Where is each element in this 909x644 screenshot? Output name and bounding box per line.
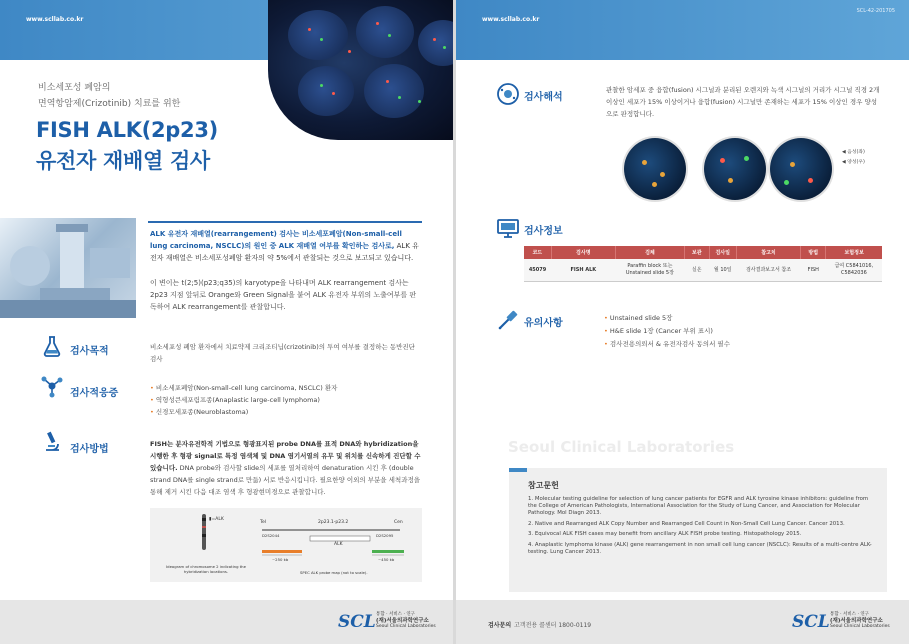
pipette-icon (496, 308, 520, 332)
positive-cell-image-1 (704, 138, 766, 200)
indication-title: 검사적응증 (70, 388, 119, 399)
watermark: Seoul Clinical Laboratories (508, 438, 735, 456)
intro-highlight: ALK 유전자 재배열(rearrangement) 검사는 비소세포폐암(Non-small-cell lung carcinoma, NSCLC)의 원인 중 ALK 재배열 여부를 확인하는 검사로, (150, 230, 402, 250)
col-header: 코드 (524, 246, 551, 259)
intro-divider (148, 221, 422, 223)
fish-microscopy-image (268, 0, 453, 140)
col-header: 보관 (684, 246, 709, 259)
table-cell: FISH ALK (551, 259, 616, 282)
document-number: SCL-42-201705 (856, 8, 895, 14)
footer (456, 600, 909, 644)
probe-diagram (150, 508, 422, 582)
marker-right: D2S2095 (376, 533, 394, 538)
inquiry-label: 검사문의 (488, 622, 512, 629)
list-item: 1. Molecular testing guideline for selection of lung cancer patients for EGFR and ALK tyrosine kinase inhibitors: guideline from the College of American Pathologists, International Association for the Study of Lung Cancer, and Association for Molecular Pathology. Mol Diagn 2013. (528, 496, 869, 516)
ideogram-caption: Ideogram of chromosome 2 indicating the hybridization locations. (166, 564, 246, 574)
notes-list (604, 312, 874, 351)
method-title: 검사방법 (70, 444, 109, 455)
logo-line-2: (재)서울의과학연구소 (830, 618, 883, 624)
method-text (150, 438, 422, 498)
indication-list (150, 382, 420, 418)
table-row (524, 259, 882, 282)
monitor-icon (496, 216, 520, 240)
list-item: • 신경모세포종(Neuroblastoma) (150, 406, 420, 418)
interpretation-text: 관찰한 암세포 중 융합(fusion) 시그널과 분리된 오렌지와 녹색 시그널의 거리가 시그널 직경 2개 이상인 세포가 15% 이상이거나 융합(fusion) 시그널만 존재하는 세포가 15% 이상인 경우 양성으로 판정합니다. (606, 86, 880, 118)
col-header: 검사일 (709, 246, 736, 259)
intro-paragraph: 이 변이는 t(2;5)(p23;q35)의 karyotype을 나타내며 ALK rearrangement 검사는 2p23 지점 앞뒤로 Orange와 Green Signal을 붙여 ALK 유전자 부위의 노출여부를 판독하여 ALK rearrangement를 관찰합니다. (150, 279, 417, 311)
references-list (528, 496, 876, 559)
references-accent (509, 468, 527, 472)
legend-positive: ◀ 양성(우) (842, 160, 865, 165)
gene-label: ALK (334, 542, 343, 547)
col-header: 참고치 (736, 246, 801, 259)
website-url[interactable]: www.scllab.co.kr (26, 16, 84, 23)
cell-icon (496, 82, 520, 106)
inquiry-text[interactable]: 고객전용 콜센터 1800-0119 (514, 622, 592, 629)
size-right: ~450 kb (378, 557, 395, 562)
col-header: 검사명 (551, 246, 616, 259)
ideogram-legend: ▮=ALK (209, 517, 224, 522)
cen-label: Cen (394, 520, 403, 525)
legend-negative: ◀ 음성(좌) (842, 150, 865, 155)
logo-line-3: Seoul Clinical Laboratories (376, 624, 436, 629)
probe-map-caption: SPEC ALK probe map (not to scale). (300, 570, 368, 575)
scl-logo-text (830, 612, 890, 630)
test-info-title: 검사정보 (524, 226, 563, 237)
method-text-body: DNA probe와 검사할 slide의 세포를 열처리하여 denaturation 시킨 후 (double strand DNA를 single strand로 만듦) 서로 반응시킵니다. 필요한양 이외의 부분을 세척과정을 통해 제거 시킨 다음 대조 염색 후 형광현미경으로 관찰합니다. (150, 464, 421, 496)
scl-logo: SCL (338, 612, 376, 632)
molecule-icon (40, 374, 64, 398)
logo-line-1: 통합 · 서비스 · 연구 (376, 612, 416, 617)
test-info-table (524, 246, 882, 282)
tel-label: Tel (260, 520, 267, 525)
positive-cell-image-2 (770, 138, 832, 200)
page-title-line-2: 유전자 재배열 검사 (36, 149, 210, 173)
col-header: 보험정보 (826, 246, 882, 259)
interpretation-title: 검사해석 (524, 92, 563, 103)
table-cell: 45079 (524, 259, 551, 282)
purpose-title: 검사목적 (70, 346, 109, 357)
band-label: 2p23.1-p23.2 (318, 520, 349, 525)
list-item: 2. Native and Rearranged ALK Copy Number and Rearranged Cell Count in Non-Small Cell Lung Cancer. Cancer 2013. (528, 520, 845, 527)
table-cell: 급여 C5841016, C5842036 (826, 259, 882, 282)
scl-logo-text (376, 612, 436, 630)
table-cell: FISH (801, 259, 826, 282)
marker-left: D2S2044 (262, 533, 280, 538)
intro-summary (150, 228, 420, 264)
subtitle-line-2: 면역항암제(Crizotinib) 치료를 위한 (38, 99, 181, 109)
notes-title: 유의사항 (524, 318, 563, 329)
table-cell: 월 10일 (709, 259, 736, 282)
list-item: • 비소세포폐암(Non-small-cell lung carcinoma, NSCLC) 환자 (150, 382, 420, 394)
list-item: • 검사전용의뢰서 & 유전자검사 동의서 필수 (604, 338, 874, 351)
purpose-text: 비소세포성 폐암 환자에서 치료약제 크리조티닙(crizotinib)의 투여 여부를 결정하는 동반진단 검사 (150, 343, 415, 363)
list-item: • 역형성큰세포림프종(Anaplastic large-cell lymphoma) (150, 394, 420, 406)
table-cell: Paraffin block 또는 Unstained slide 5장 (616, 259, 685, 282)
method-text-bold: FISH는 분자유전학적 기법으로 형광표지된 probe DNA를 표적 DNA와 hybridization을 시행한 후 형광 signal로 특정 염색체 및 DNA 염기서열의 유무 및 위치를 신속하게 진단할 수 있습니다. (150, 440, 421, 472)
logo-line-1: 통합 · 서비스 · 연구 (830, 612, 870, 617)
col-header: 검체 (616, 246, 685, 259)
list-item: 4. Anaplastic lymphoma kinase (ALK) gene rearrangement in non small cell lung cancer (NSCLC): Results of a multi-centre ALK-testing. Lung Cancer 2013. (528, 541, 872, 555)
scl-logo: SCL (792, 612, 830, 632)
website-url[interactable]: www.scllab.co.kr (482, 16, 540, 23)
footer (0, 600, 453, 644)
flask-icon (40, 334, 64, 358)
list-item: 3. Equivocal ALK FISH cases may benefit from ancillary ALK FISH probe testing. Histopathology 2015. (528, 531, 802, 537)
lab-photo (0, 218, 136, 318)
references-title: 참고문헌 (528, 481, 559, 490)
logo-line-3: Seoul Clinical Laboratories (830, 624, 890, 629)
list-item: • H&E slide 1장 (Cancer 부위 표시) (604, 325, 874, 338)
col-header: 방법 (801, 246, 826, 259)
list-item: • Unstained slide 5장 (604, 312, 874, 325)
table-cell: 실온 (684, 259, 709, 282)
table-cell: 검사결과보고서 참조 (736, 259, 801, 282)
page-title-line-1: FISH ALK(2p23) (36, 118, 218, 142)
intro-rest: ALK 유전자 재배열은 비소세포성폐암 환자의 약 5%에서 관찰되는 것으로 보고되고 있습니다. (150, 242, 419, 262)
logo-line-2: (재)서울의과학연구소 (376, 618, 429, 624)
negative-cell-image (624, 138, 686, 200)
left-page (0, 0, 453, 644)
header-band (456, 0, 909, 60)
table-header-row (524, 246, 882, 259)
size-left: ~250 kb (272, 557, 289, 562)
microscope-icon (40, 430, 64, 454)
subtitle-line-1: 비소세포성 폐암의 (38, 83, 111, 93)
